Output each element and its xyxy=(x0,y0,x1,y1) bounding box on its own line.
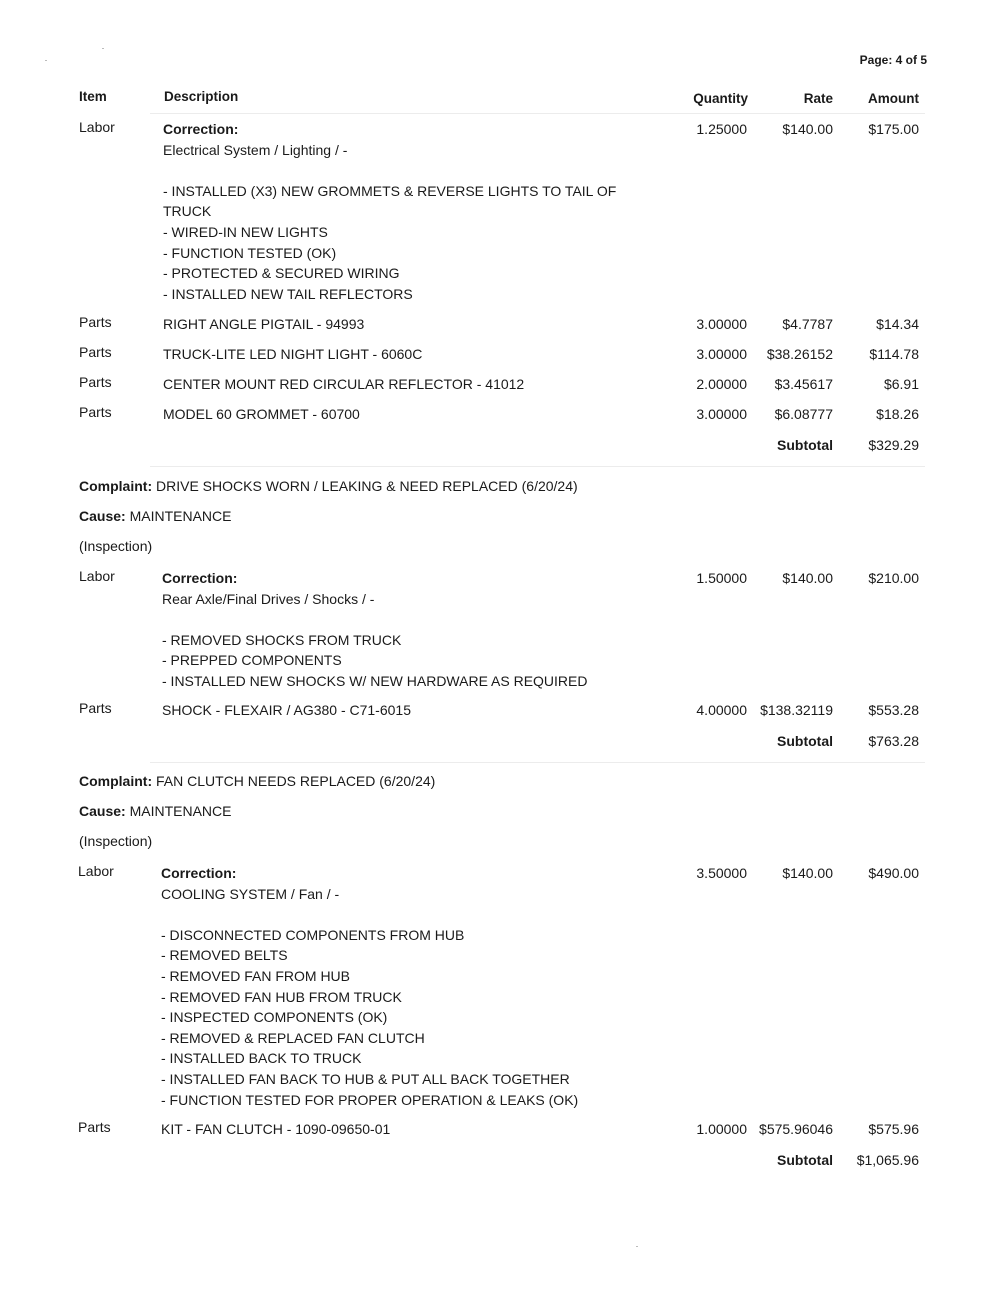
subtotal-amount: $763.28 xyxy=(868,733,919,749)
row-quantity: 2.00000 xyxy=(696,376,747,392)
work-note: - FUNCTION TESTED (OK) xyxy=(163,244,337,261)
page-number: Page: 4 of 5 xyxy=(859,53,927,67)
work-note: - INSPECTED COMPONENTS (OK) xyxy=(161,1009,388,1026)
system-path: Electrical System / Lighting / - xyxy=(163,141,348,158)
divider xyxy=(150,466,925,467)
row-description xyxy=(162,568,672,692)
row-amount: $175.00 xyxy=(868,121,919,137)
correction-label: Correction: xyxy=(162,570,238,586)
row-item-type: Parts xyxy=(79,344,112,360)
divider xyxy=(150,762,925,763)
row-item-type: Parts xyxy=(79,314,112,330)
row-quantity: 3.50000 xyxy=(696,865,747,881)
row-rate: $140.00 xyxy=(782,865,833,881)
row-amount: $553.28 xyxy=(868,702,919,718)
row-amount: $575.96 xyxy=(868,1121,919,1137)
work-note: - INSTALLED NEW SHOCKS W/ NEW HARDWARE AS REQUIRED xyxy=(162,672,588,689)
cause-label: Cause: xyxy=(79,803,126,819)
complaint-label: Complaint: xyxy=(79,773,153,789)
table-header xyxy=(0,89,1000,111)
cause-line xyxy=(79,508,231,524)
complaint-text: FAN CLUTCH NEEDS REPLACED (6/20/24) xyxy=(156,773,436,789)
header-rate: Rate xyxy=(803,91,833,106)
work-note: - REMOVED FAN FROM HUB xyxy=(161,967,351,984)
row-amount: $490.00 xyxy=(868,865,919,881)
divider xyxy=(150,113,925,114)
work-note: - PREPPED COMPONENTS xyxy=(162,652,342,669)
row-item-type: Parts xyxy=(79,404,112,420)
complaint-label: Complaint: xyxy=(79,478,153,494)
row-rate: $3.45617 xyxy=(774,376,833,392)
header-description: Description xyxy=(164,89,239,104)
row-description: SHOCK - FLEXAIR / AG380 - C71-6015 xyxy=(162,702,411,718)
header-amount: Amount xyxy=(868,91,919,106)
header-quantity: Quantity xyxy=(693,91,748,106)
row-quantity: 3.00000 xyxy=(696,346,747,362)
complaint-text: DRIVE SHOCKS WORN / LEAKING & NEED REPLACED (6/20/24) xyxy=(156,478,578,494)
row-item-type: Parts xyxy=(78,1119,111,1135)
cause-text: MAINTENANCE xyxy=(129,803,232,819)
complaint-line xyxy=(79,478,578,494)
cause-text: MAINTENANCE xyxy=(129,508,232,524)
inspection-note: (Inspection) xyxy=(79,538,153,554)
row-rate: $575.96046 xyxy=(759,1121,833,1137)
row-quantity: 4.00000 xyxy=(696,702,747,718)
row-quantity: 1.00000 xyxy=(696,1121,747,1137)
subtotal-label: Subtotal xyxy=(777,1152,833,1168)
row-item-type: Labor xyxy=(79,568,115,584)
row-quantity: 1.50000 xyxy=(696,570,747,586)
row-item-type: Labor xyxy=(79,119,115,135)
subtotal-amount: $1,065.96 xyxy=(856,1152,919,1168)
row-description: TRUCK-LITE LED NIGHT LIGHT - 6060C xyxy=(163,346,423,362)
inspection-note: (Inspection) xyxy=(79,833,153,849)
row-description: RIGHT ANGLE PIGTAIL - 94993 xyxy=(163,316,365,332)
scan-speck xyxy=(636,1246,638,1247)
scan-speck xyxy=(102,48,104,49)
work-note: - INSTALLED (X3) NEW GROMMETS & REVERSE LIGHTS TO TAIL OF xyxy=(163,182,617,199)
row-item-type: Parts xyxy=(79,700,112,716)
header-item: Item xyxy=(79,89,107,104)
row-rate: $138.32119 xyxy=(760,702,833,718)
row-amount: $14.34 xyxy=(876,316,919,332)
row-item-type: Labor xyxy=(78,863,114,879)
row-rate: $140.00 xyxy=(782,570,833,586)
cause-label: Cause: xyxy=(79,508,126,524)
work-note: TRUCK xyxy=(163,203,212,220)
row-description xyxy=(163,119,673,304)
row-amount: $210.00 xyxy=(868,570,919,586)
correction-label: Correction: xyxy=(163,121,239,137)
correction-label: Correction: xyxy=(161,865,237,881)
row-quantity: 1.25000 xyxy=(696,121,747,137)
row-rate: $4.7787 xyxy=(782,316,833,332)
subtotal-label: Subtotal xyxy=(777,733,833,749)
work-note: - REMOVED SHOCKS FROM TRUCK xyxy=(162,631,402,648)
row-amount: $18.26 xyxy=(876,406,919,422)
system-path: COOLING SYSTEM / Fan / - xyxy=(161,885,340,902)
work-note: - FUNCTION TESTED FOR PROPER OPERATION & LEAKS (OK) xyxy=(161,1091,579,1108)
work-note: - INSTALLED NEW TAIL REFLECTORS xyxy=(163,285,413,302)
row-description: MODEL 60 GROMMET - 60700 xyxy=(163,406,360,422)
row-rate: $38.26152 xyxy=(766,346,833,362)
row-amount: $6.91 xyxy=(883,376,919,392)
row-description xyxy=(161,863,671,1110)
work-note: - REMOVED BELTS xyxy=(161,947,288,964)
row-quantity: 3.00000 xyxy=(696,406,747,422)
work-note: - REMOVED FAN HUB FROM TRUCK xyxy=(161,988,402,1005)
complaint-line xyxy=(79,773,435,789)
row-rate: $6.08777 xyxy=(774,406,833,422)
work-note: - PROTECTED & SECURED WIRING xyxy=(163,265,400,282)
subtotal-amount: $329.29 xyxy=(868,437,919,453)
work-note: - WIRED-IN NEW LIGHTS xyxy=(163,223,328,240)
work-note: - INSTALLED BACK TO TRUCK xyxy=(161,1050,362,1067)
subtotal-label: Subtotal xyxy=(777,437,833,453)
row-description: KIT - FAN CLUTCH - 1090-09650-01 xyxy=(161,1121,391,1137)
row-description: CENTER MOUNT RED CIRCULAR REFLECTOR - 41012 xyxy=(163,376,525,392)
row-rate: $140.00 xyxy=(782,121,833,137)
row-item-type: Parts xyxy=(79,374,112,390)
row-amount: $114.78 xyxy=(869,346,919,362)
system-path: Rear Axle/Final Drives / Shocks / - xyxy=(162,590,375,607)
work-note: - DISCONNECTED COMPONENTS FROM HUB xyxy=(161,926,465,943)
cause-line xyxy=(79,803,231,819)
work-note: - REMOVED & REPLACED FAN CLUTCH xyxy=(161,1029,425,1046)
work-note: - INSTALLED FAN BACK TO HUB & PUT ALL BACK TOGETHER xyxy=(161,1070,570,1087)
scan-speck xyxy=(45,60,47,61)
row-quantity: 3.00000 xyxy=(696,316,747,332)
